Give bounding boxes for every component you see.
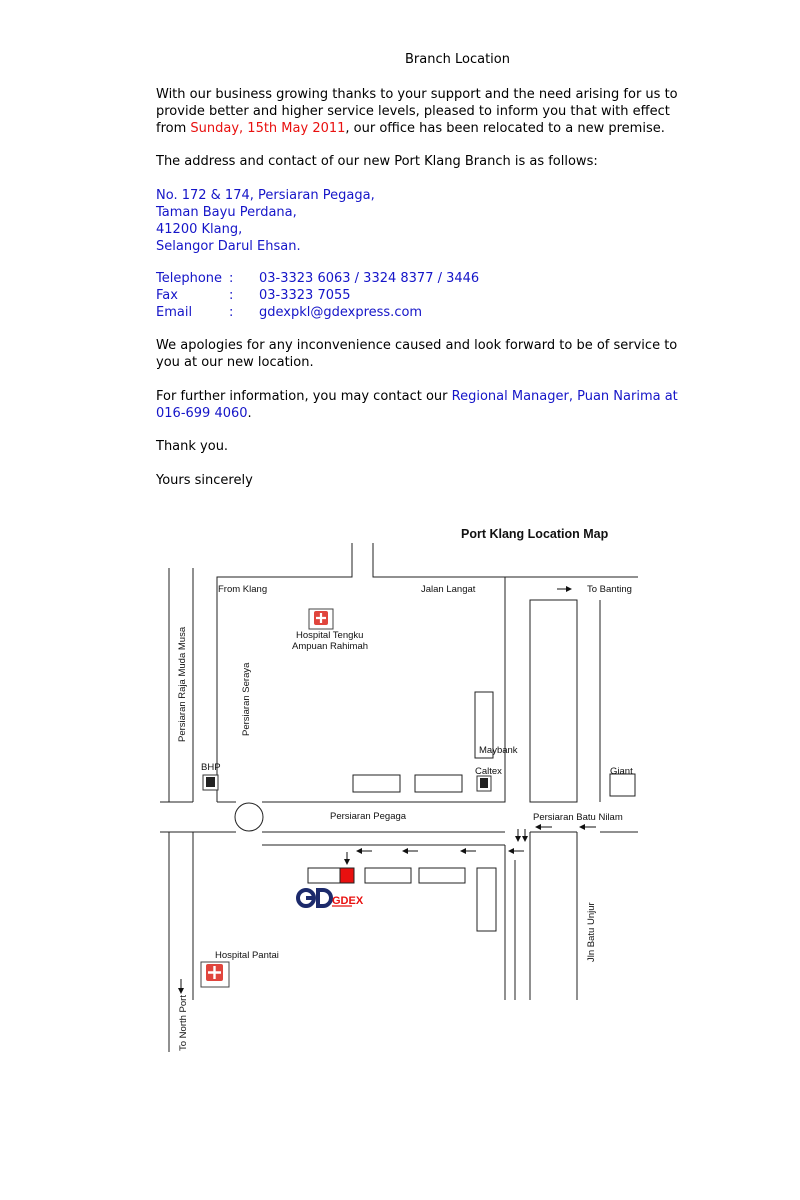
label-giant: Giant xyxy=(610,766,633,777)
label-jln-batu-unjur: Jln Batu Unjur xyxy=(586,902,597,962)
shoplot-4 xyxy=(477,868,496,931)
telephone-value: 03-3323 6063 / 3324 8377 / 3446 xyxy=(259,271,480,286)
label-maybank: Maybank xyxy=(479,745,518,756)
address-line-3: 41200 Klang, xyxy=(156,222,243,237)
email-separator: : xyxy=(229,305,234,320)
further-text-after: . xyxy=(247,406,252,421)
giant-building xyxy=(610,774,635,796)
road-jalan-langat-north-east xyxy=(373,543,638,577)
label-to-north-port: To North Port xyxy=(178,995,189,1051)
address-intro: The address and contact of our new Port Klang Branch is as follows: xyxy=(156,154,598,169)
email-value[interactable]: gdexpkl@gdexpress.com xyxy=(259,305,423,320)
fax-separator: : xyxy=(229,288,234,303)
label-persiaran-seraya: Persiaran Seraya xyxy=(241,662,252,736)
page-title: Branch Location xyxy=(405,52,510,67)
fax-label: Fax xyxy=(156,288,178,303)
label-hospital-tengku-2: Ampuan Rahimah xyxy=(292,641,369,652)
email-label: Email xyxy=(156,305,193,320)
regional-manager-phone: 016-699 4060 xyxy=(156,406,248,421)
label-jalan-langat: Jalan Langat xyxy=(421,584,476,595)
thanks-line: Thank you. xyxy=(156,439,229,454)
building-block-east xyxy=(530,600,577,802)
gdex-logo xyxy=(298,890,364,907)
gdex-premise xyxy=(340,868,354,883)
location-map xyxy=(150,515,650,1075)
closing-line: Yours sincerely xyxy=(156,473,253,488)
regional-manager-contact: Regional Manager, Puan Narima at xyxy=(451,389,678,404)
further-info-paragraph xyxy=(156,388,696,422)
label-persiaran-pegaga: Persiaran Pegaga xyxy=(330,811,407,822)
shoplot-2 xyxy=(365,868,411,883)
further-text-before: For further information, you may contact our xyxy=(156,389,452,404)
bhp-station-icon xyxy=(203,775,218,790)
label-hospital-pantai: Hospital Pantai xyxy=(215,950,279,961)
telephone-separator: : xyxy=(229,271,234,286)
label-persiaran-raja-muda-musa: Persiaran Raja Muda Musa xyxy=(177,626,188,742)
caltex-station-icon xyxy=(477,776,491,791)
address-line-1: No. 172 & 174, Persiaran Pegaga, xyxy=(156,188,375,203)
label-from-klang: From Klang xyxy=(218,584,268,595)
gdex-logo-text: GDEX xyxy=(332,895,364,907)
label-bhp: BHP xyxy=(201,762,221,773)
label-hospital-tengku-1: Hospital Tengku xyxy=(296,630,364,641)
address-block xyxy=(156,187,696,255)
fax-value: 03-3323 7055 xyxy=(259,288,351,303)
hospital-tengku-marker xyxy=(309,609,333,629)
label-caltex: Caltex xyxy=(475,766,502,777)
intro-text-after: , our office has been relocated to a new premise. xyxy=(345,121,665,136)
hospital-pantai-marker xyxy=(201,962,229,987)
road-lines xyxy=(160,543,638,1052)
map-title: Port Klang Location Map xyxy=(461,527,609,541)
label-to-banting: To Banting xyxy=(587,584,632,595)
shoplot-left xyxy=(308,868,340,883)
building-1 xyxy=(353,775,400,792)
effective-date: Sunday, 15th May 2011 xyxy=(190,121,346,136)
intro-paragraph xyxy=(156,86,696,137)
road-jalan-langat-north-west xyxy=(217,543,352,802)
shoplot-3 xyxy=(419,868,465,883)
intro-text-before: With our business growing thanks to your support and the need arising for us to provide better and higher service levels, pleased to inform you that with effect from xyxy=(156,87,678,136)
label-persiaran-batu-nilam: Persiaran Batu Nilam xyxy=(533,812,623,823)
apology-paragraph: We apologies for any inconvenience caused and look forward to be of service to you at our new location. xyxy=(156,338,678,370)
address-line-4: Selangor Darul Ehsan. xyxy=(156,239,301,254)
roundabout xyxy=(235,803,263,831)
building-2 xyxy=(415,775,462,792)
telephone-label: Telephone xyxy=(156,271,223,286)
address-line-2: Taman Bayu Perdana, xyxy=(156,205,297,220)
